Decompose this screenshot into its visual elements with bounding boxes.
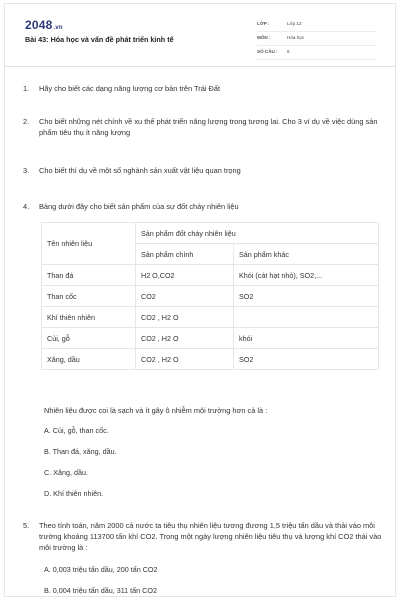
question-number: 1. — [23, 84, 30, 93]
fuel-table — [41, 222, 379, 370]
question-number: 2. — [23, 117, 30, 126]
logo-text: 2048 — [25, 18, 53, 32]
meta-row-class — [257, 18, 377, 32]
meta-label: LỚP : — [257, 21, 270, 26]
option-b[interactable]: B. Than đá, xăng, dầu. — [44, 447, 117, 456]
cell-main: H2 O,CO2 — [136, 265, 234, 286]
option-a[interactable]: A. Củi, gỗ, than cốc. — [44, 426, 109, 435]
meta-value: Lớp 12 — [287, 21, 302, 26]
header-products: Sản phẩm đốt cháy nhiên liệu — [136, 223, 379, 244]
cell-main: CO2 , H2 O — [136, 328, 234, 349]
cell-other: SO2 — [234, 286, 379, 307]
table-row — [42, 328, 379, 349]
cell-other — [234, 307, 379, 328]
question-text: Cho biết những nét chính về xu thế phát triển năng lượng trong tương lai. Cho 3 ví dụ về việc dùng sản phẩm tiêu thụ ít năng lượng — [39, 117, 378, 137]
table-header-row — [42, 223, 379, 244]
site-logo[interactable] — [25, 18, 63, 32]
meta-value: Hóa học — [287, 35, 305, 40]
cell-main: CO2 , H2 O — [136, 307, 234, 328]
option-b[interactable]: B. 0,004 triệu tấn dầu, 311 tấn CO2 — [44, 586, 157, 595]
question-text: Cho biết thí dụ về một số nghành sản xuất vật liệu quan trọng — [39, 166, 241, 175]
meta-row-count — [257, 46, 377, 60]
lesson-title: Bài 43: Hóa học và vấn đề phát triển kinh tế — [25, 35, 174, 44]
cell-other: khói — [234, 328, 379, 349]
question-number: 3. — [23, 166, 30, 175]
cell-main: CO2 — [136, 286, 234, 307]
cell-fuel: Than cốc — [42, 286, 136, 307]
question-4-stem: Nhiên liệu được coi là sạch và ít gây ô nhiễm môi trường hơn cả là : — [44, 406, 268, 415]
cell-fuel: Xăng, dầu — [42, 349, 136, 370]
meta-label: MÔN : — [257, 35, 271, 40]
table-row — [42, 349, 379, 370]
cell-other: SO2 — [234, 349, 379, 370]
meta-row-subject — [257, 32, 377, 46]
question-text: Hãy cho biết các dạng năng lượng cơ bản trên Trái Đất — [39, 84, 221, 93]
meta-label: SỐ CÂU : — [257, 49, 278, 54]
table-row — [42, 286, 379, 307]
cell-main: CO2 , H2 O — [136, 349, 234, 370]
header-main-products: Sản phẩm chính — [136, 244, 234, 265]
header-fuel-name: Tên nhiên liệu — [42, 223, 136, 265]
question-text: Theo tính toán, năm 2000 cả nước ta tiêu thụ nhiên liệu tương đương 1,5 triệu tấn dầu và thải vào môi trường khoảng 113700 tấn khí CO2. Trong một ngày lượng nhiên liệu tiêu thụ và lượng khí CO2 thải vào môi trường là : — [39, 521, 382, 552]
option-c[interactable]: C. Xăng, dầu. — [44, 468, 88, 477]
cell-fuel: Khí thiên nhiên — [42, 307, 136, 328]
cell-fuel: Củi, gỗ — [42, 328, 136, 349]
cell-fuel: Than đá — [42, 265, 136, 286]
question-number: 4. — [23, 202, 30, 211]
meta-value: 6 — [287, 49, 290, 54]
table-row — [42, 307, 379, 328]
option-d[interactable]: D. Khí thiên nhiên. — [44, 489, 104, 498]
table-row — [42, 265, 379, 286]
worksheet-page — [4, 3, 396, 597]
logo-suffix: .vn — [53, 25, 63, 31]
cell-other: Khói (cát hạt nhỏ), SO2,... — [234, 265, 379, 286]
meta-info — [257, 18, 377, 60]
header-other-products: Sản phẩm khác — [234, 244, 379, 265]
worksheet-header — [5, 4, 395, 67]
option-a[interactable]: A. 0,003 triệu tấn dầu, 200 tấn CO2 — [44, 565, 158, 574]
question-text: Bảng dưới đây cho biết sản phẩm của sự đốt cháy nhiên liệu — [39, 202, 239, 211]
question-number: 5. — [23, 521, 30, 530]
